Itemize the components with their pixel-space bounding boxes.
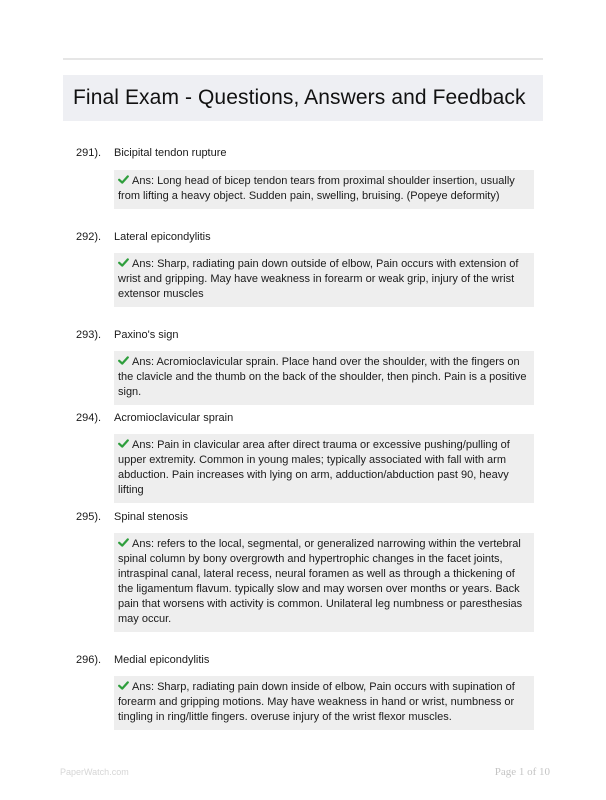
question-number: 291). <box>76 147 102 159</box>
page-title: Final Exam - Questions, Answers and Feedback <box>73 86 526 109</box>
answer-box <box>114 676 534 730</box>
answer-text: Ans: Pain in clavicular area after direct trauma or excessive pushing/pulling of upper extremity. Common in young males; typically associated with fall with arm abduction. Pain increases with lying on arm, adduction/abduction past 90, heavy lifting <box>118 439 510 496</box>
question-number: 292). <box>76 231 102 243</box>
question-text: Medial epicondylitis <box>114 654 210 666</box>
answer-box <box>114 253 534 307</box>
question-number: 294). <box>76 412 102 424</box>
question-number: 295). <box>76 511 102 523</box>
answer-box <box>114 533 534 632</box>
page-number: Page 1 of 10 <box>494 766 550 778</box>
answer-text: Ans: Sharp, radiating pain down inside of elbow, Pain occurs with supination of forearm and gripping motions. May have weakness in hand or wrist, numbness or tingling in ring/little fingers. overuse injury of the wrist flexor muscles. <box>118 681 515 723</box>
answer-text: Ans: Long head of bicep tendon tears from proximal shoulder insertion, usually from lifting a heavy object. Sudden pain, swelling, bruising. (Popeye deformity) <box>118 175 515 202</box>
answer-text: Ans: refers to the local, segmental, or generalized narrowing within the vertebral spinal column by bony overgrowth and hypertrophic changes in the facet joints, intraspinal canal, lateral recess, neural foramen as well as through a thickening of the ligamentum flavum. typically slow and may worsen over months or years. Back pain that worsens with activity is common. Unilateral leg numbness or paresthesias may occur. <box>118 538 523 625</box>
check-icon <box>118 438 129 449</box>
check-icon <box>118 680 129 691</box>
question-text: Lateral epicondylitis <box>114 231 211 243</box>
check-icon <box>118 174 129 185</box>
answer-box <box>114 434 534 503</box>
answer-box <box>114 170 534 209</box>
check-icon <box>118 257 129 268</box>
check-icon <box>118 355 129 366</box>
answer-box <box>114 351 534 405</box>
question-text: Acromioclavicular sprain <box>114 412 234 424</box>
answer-text: Ans: Sharp, radiating pain down outside of elbow, Pain occurs with extension of wrist and gripping. May have weakness in forearm or weak grip, injury of the wrist extensor muscles <box>118 258 519 300</box>
check-icon <box>118 537 129 548</box>
answer-text: Ans: Acromioclavicular sprain. Place hand over the shoulder, with the fingers on the clavicle and the thumb on the back of the shoulder, then pinch. Pain is a positive sign. <box>118 356 527 398</box>
footer-watermark: PaperWatch.com <box>60 767 129 777</box>
question-text: Bicipital tendon rupture <box>114 147 227 159</box>
question-number: 293). <box>76 329 102 341</box>
question-text: Paxino's sign <box>114 329 179 341</box>
question-number: 296). <box>76 654 102 666</box>
question-text: Spinal stenosis <box>114 511 188 523</box>
